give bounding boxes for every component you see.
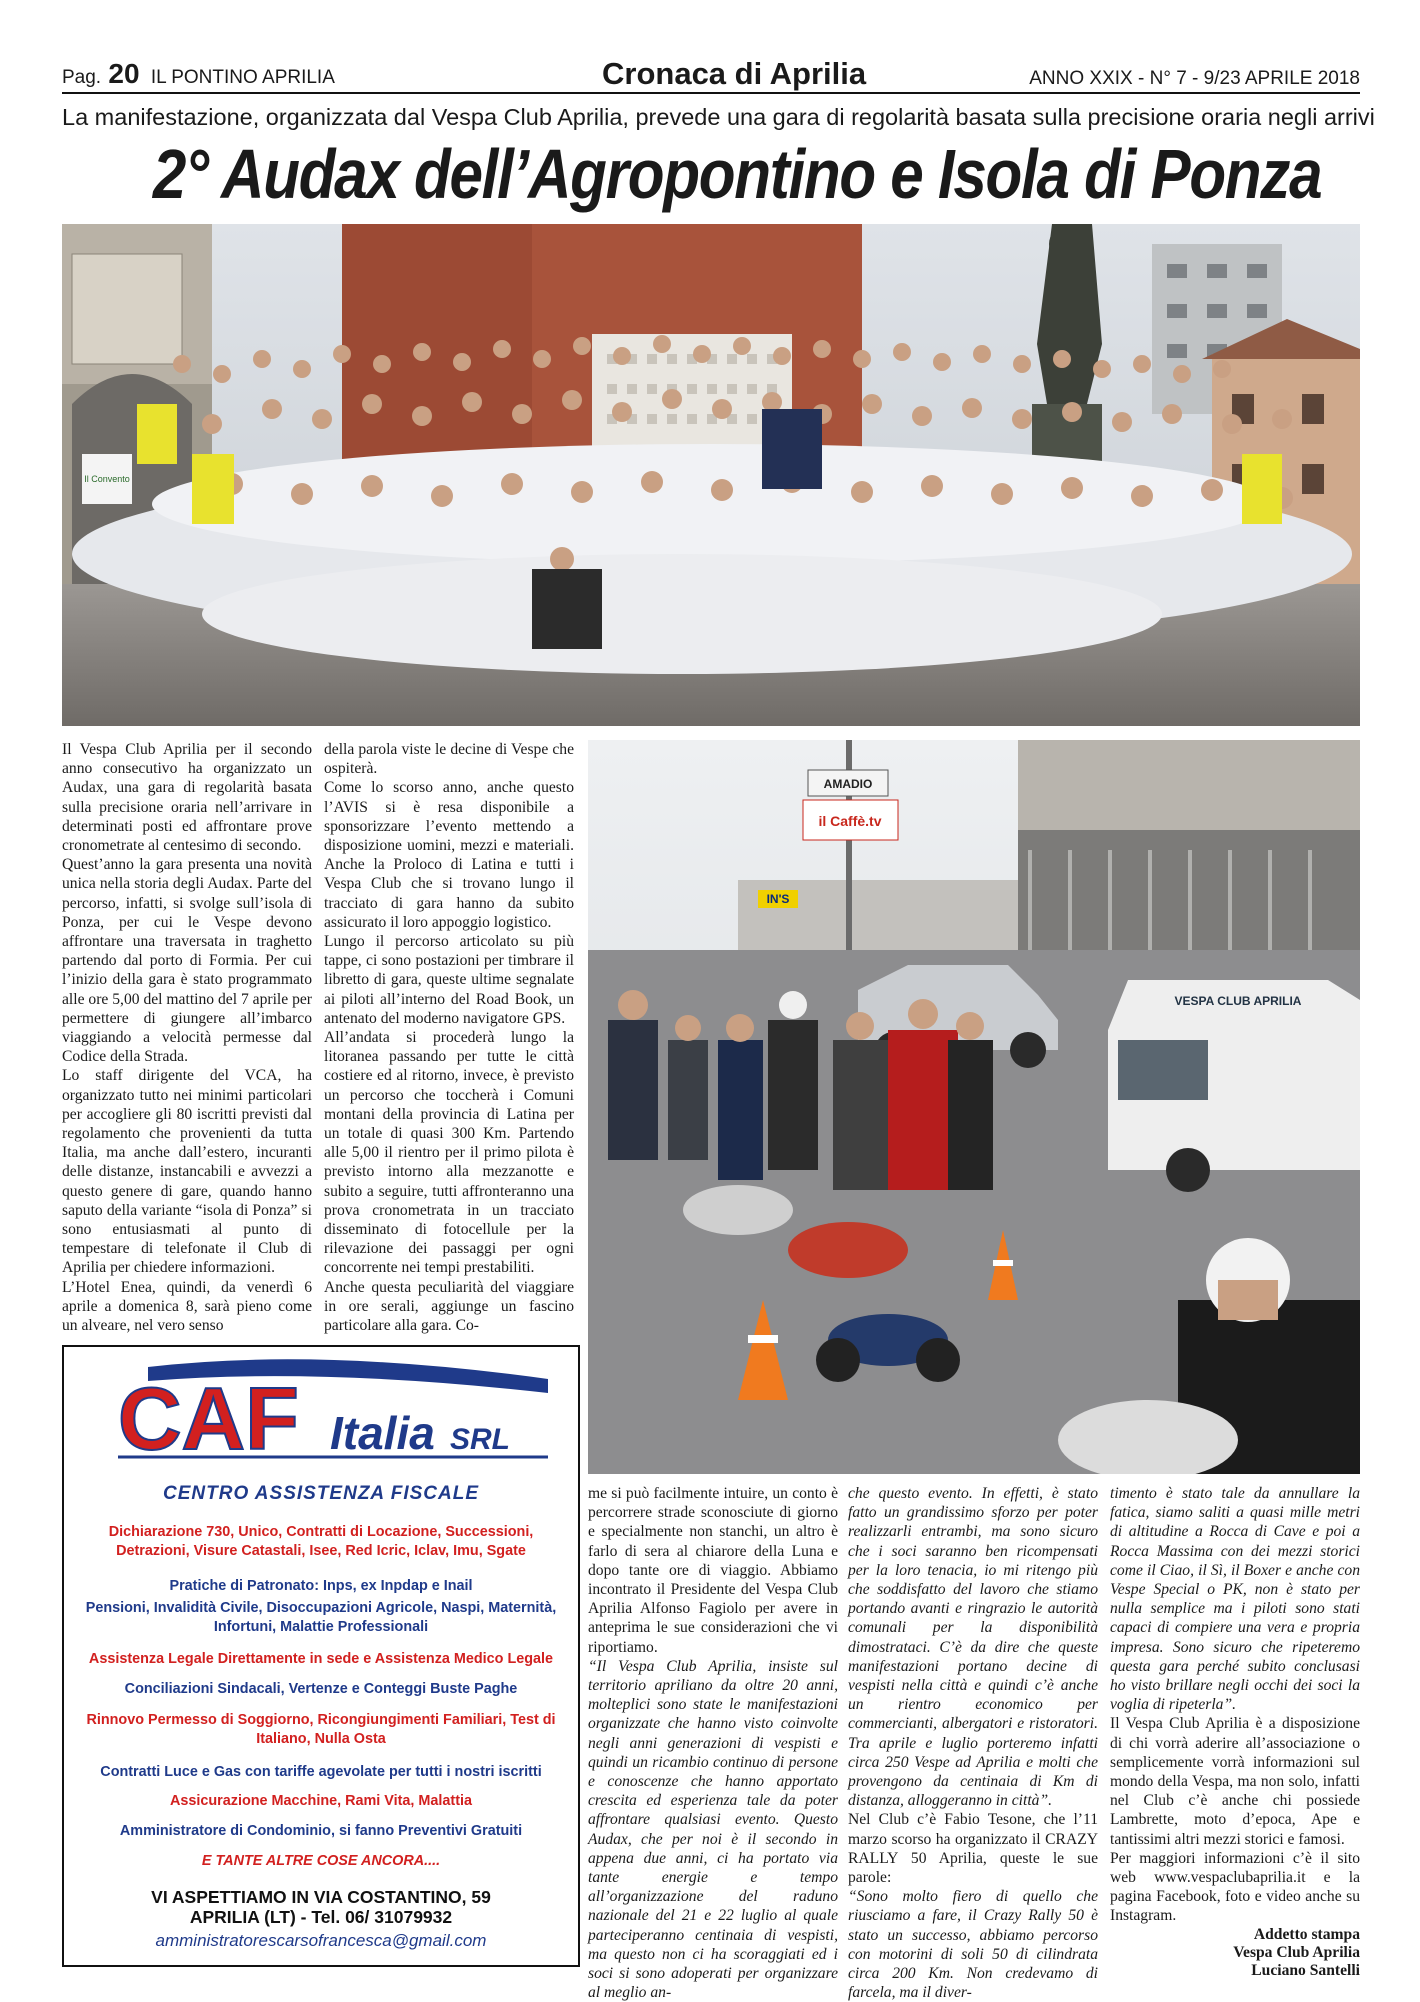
caf-subtitle: CENTRO ASSISTENZA FISCALE xyxy=(163,1483,479,1504)
paragraph: Anche questa peculiarità del viaggiare in ore serali, aggiunge un fascino particolare alla gara. Co- xyxy=(324,1278,574,1335)
ad-line: Assistenza Legale Direttamente in sede e Assistenza Medico Legale xyxy=(88,1651,554,1667)
ins-sign: IN'S xyxy=(766,892,790,906)
paragraph: Il Vespa Club Aprilia è a disposizione di chi vorrà aderire all’associazione o semplicemente vorrà informazioni sul mondo della Vespa, ma non solo, infatti nel Club c’è anche chi possiede Lambrette, moto d’epoca, Ape e tantissimi altri mezzi storici e famosi. xyxy=(1110,1715,1360,1848)
paragraph: Il Vespa Club Aprilia per il secondo anno consecutivo ha organizzato un Audax, una gara di regolarità basata sulla precisione oraria nell’arrivare in determinati posti ed affrontare prove cronometrate al centesimo di secondo. xyxy=(62,741,312,855)
riders-photo-illustration xyxy=(588,740,1360,1474)
publication-name: IL PONTINO APRILIA xyxy=(150,67,335,88)
signature xyxy=(1110,1926,1360,1980)
section-title: Cronaca di Aprilia xyxy=(602,56,867,91)
paragraph: Come lo scorso anno, anche questo l’AVIS si è resa disponibile a sponsorizzare l’evento mettendo a disposizione uomini, mezzi e materiali. Anche la Proloco di Latina e tutti i Vespa Club che si trovano lungo il tracciato di gara hanno da subito assicurato il loro appoggio logistico. xyxy=(324,779,574,931)
article-column-4 xyxy=(848,1484,1098,2002)
page-header xyxy=(62,56,1360,94)
ad-line: E TANTE ALTRE COSE ANCORA.... xyxy=(201,1853,441,1869)
ad-line: Dichiarazione 730, Unico, Contratti di Locazione, Successioni, Detrazioni, Visure Catastali, Isee, Red Icric, Iclav, Imu, Sgate xyxy=(108,1524,534,1559)
amadio-sign: AMADIO xyxy=(823,777,873,791)
caf-logo-graphic xyxy=(78,1357,564,1465)
ad-line: Conciliazioni Sindacali, Vertenze e Conteggi Buste Paghe xyxy=(124,1681,518,1697)
caf-advertisement xyxy=(62,1345,580,1967)
ad-line: Amministratore di Condominio, si fanno Preventivi Gratuiti xyxy=(119,1823,523,1839)
signature-role: Addetto stampa xyxy=(1253,1925,1360,1943)
issue-info: ANNO XXIX - N° 7 - 9/23 APRILE 2018 xyxy=(1029,68,1360,89)
paragraph: Quest’anno la gara presenta una novità unica nella storia degli Audax. Parte del percorso, infatti, si svolge sull’isola di Ponza, per cui le Vespe devono affrontare una traversata in traghetto partendo dal porto di Formia. Per cui l’inizio della gara è stato programmato alle ore 5,00 del mattino del 7 aprile per permettere di giungere all’imbarco viaggiando a velocità permesse dal Codice della Strada. xyxy=(62,856,312,1066)
paragraph: me si può facilmente intuire, un conto è percorrere strade sconosciute di giorno e specialmente non stanchi, un altro è farlo di sera al chiarore della Luna e dopo tante ore di viaggio. Abbiamo incontrato il Presidente del Vespa Club Aprilia Alfonso Fagiolo per avere in anteprima le sue considerazioni che vi riportiamo. xyxy=(588,1485,838,1656)
srl-logo-text: SRL xyxy=(450,1423,510,1456)
riders-photo xyxy=(588,740,1360,1474)
paragraph: “Il Vespa Club Aprilia, insiste sul territorio apriliano da oltre 20 anni, molteplici sono state le manifestazioni organizzate che hanno visto coinvolte negli anni generazioni di vespisti e quindi un ricambio continuo di persone e conoscenze che hanno apportato crescita ed esperienza tale da poter affrontare qualsiasi evento. Questo Audax, che per noi è il secondo in appena due anni, ci ha portato via tante energie e tempo all’organizzazione del raduno nazionale del 21 e 22 luglio al quale parteciperanno centinaia di vespisti, ma questo non ci ha scoraggiati ed i soci si sono adoperati per organizzare al meglio an- xyxy=(588,1657,838,2002)
article-column-2 xyxy=(324,740,574,1340)
article-subtitle: La manifestazione, organizzata dal Vespa Club Aprilia, prevede una gara di regolarità basata sulla precisione oraria negli arrivi xyxy=(62,104,1375,130)
paragraph: “Sono molto fiero di quello che riusciamo a fare, il Crazy Rally 50 è stato un successo, abbiamo percorso con motorini di soli 50 di cilindrata circa 200 Km. Non credevamo di farcela, ma il diver- xyxy=(848,1888,1098,2002)
paragraph: Lo staff dirigente del VCA, ha organizzato tutto nei minimi particolari per accogliere gli 80 iscritti previsti dal regolamento che provenienti da tutta Italia, ma anche dall’estero, incuranti delle distanze, instancabili e avvezzi a questo genere di gare, quando hanno saputo della variante “isola di Ponza” si sono entusiasmati al punto di tempestare di telefonate il Club di Aprilia per chiedere informazioni. xyxy=(62,1067,312,1277)
paragraph: Per maggiori informazioni c’è il sito web www.vespaclubaprilia.it e la pagina Facebook, foto e video anche su Instagram. xyxy=(1110,1849,1360,1925)
italia-logo-text: Italia xyxy=(330,1407,435,1459)
paragraph: Lungo il percorso articolato su più tappe, ci sono postazioni per timbrare il libretto di gara, queste ultime segnalate ai piloti all’interno del Road Book, un antenato del moderno navigatore GPS. xyxy=(324,933,574,1027)
article-column-5 xyxy=(1110,1484,1360,1979)
ad-line: Pratiche di Patronato: Inps, ex Inpdap e Inail xyxy=(169,1578,473,1594)
ad-line: Rinnovo Permesso di Soggiorno, Ricongiungimenti Familiari, Test di Italiano, Nulla Osta xyxy=(86,1712,556,1747)
paragraph: Nel Club c’è Fabio Tesone, che l’11 marzo scorso ha organizzato il CRAZY RALLY 50 Aprilia, queste le sue parole: xyxy=(848,1811,1098,1887)
paragraph: che questo evento. In effetti, è stato fatto un grandissimo sforzo per poter realizzarli entrambi, ma sono sicuro che i soci saranno ben ricompensati per la loro tenacia, io mi ritengo più che soddisfatto del lavoro che stiamo portando avanti e ringrazio le autorità comunali per la disponibilità dimostrataci. C’è da dire che queste manifestazioni portano decine di vespisti nella città e quindi c’è anche un rientro economico per commercianti, albergatori e ristoratori. Tra aprile e luglio porteremo infatti circa 250 Vespe ad Aprilia e molti che provengono da centinaia di Km di distanza, alloggeranno in città”. xyxy=(848,1485,1098,1810)
caffe-sign: il Caffè.tv xyxy=(818,813,882,829)
ad-address-line-2: APRILIA (LT) - Tel. 06/ 31079932 xyxy=(189,1907,453,1927)
article-headline: 2° Audax dell’Agropontino e Isola di Ponza xyxy=(152,135,1322,213)
page-number: 20 xyxy=(108,58,140,89)
group-photo xyxy=(62,224,1360,726)
paragraph: All’andata si procederà lungo la litoranea passando per tutte le città costiere ed al ritorno, invece, è previsto un percorso che toccherà i Comuni montani della provincia di Latina per un totale di quasi 300 Km. Partendo alle 5,00 il rientro per il primo pilota è previsto intorno alla mezzanotte e subito a seguire, tutti affronteranno una prova cronometrata in un tracciato disseminato di fotocellule per la rilevazione dei passaggi per ogni concorrente nei tempi prestabiliti. xyxy=(324,1029,574,1277)
ad-address xyxy=(74,1887,568,1927)
signature-org: Vespa Club Aprilia xyxy=(1233,1943,1360,1961)
ad-address-line-1: VI ASPETTIAMO IN VIA COSTANTINO, 59 xyxy=(151,1887,491,1907)
paragraph: L’Hotel Enea, quindi, da venerdì 6 aprile a domenica 8, sarà pieno come un alveare, nel vero senso xyxy=(62,1278,312,1335)
ad-line: Contratti Luce e Gas con tariffe agevolate per tutti i nostri iscritti xyxy=(100,1764,542,1780)
group-photo-illustration xyxy=(62,224,1360,726)
caf-logo xyxy=(78,1357,564,1465)
ad-line: Assicurazione Macchine, Rami Vita, Malattia xyxy=(169,1793,473,1809)
paragraph: della parola viste le decine di Vespe che ospiterà. xyxy=(324,741,574,778)
page-info xyxy=(62,58,335,90)
ad-line: Pensioni, Invalidità Civile, Disoccupazioni Agricole, Naspi, Maternità, Infortuni, Malattie Professionali xyxy=(85,1600,557,1635)
ad-email: amministratorescarsofrancesca@gmail.com xyxy=(155,1931,487,1950)
paragraph: timento è stato tale da annullare la fatica, siamo saliti a quasi mille metri di altitudine a Rocca di Cave e poi a Rocca Massima con dei mezzi storici come il Ciao, il Sì, il Boxer e anche con Vespe Special o PK, non è stato per nulla semplice ma i piloti sono stati capaci di compiere una vera e propria impresa. Sono sicuro che ripeteremo questa gara perché subito conclusasi ho visto brillare negli occhi dei soci la voglia di ripeterla”. xyxy=(1110,1485,1360,1714)
signature-author: Luciano Santelli xyxy=(1251,1961,1360,1979)
page-prefix: Pag. xyxy=(62,67,102,88)
caf-logo-text: CAF xyxy=(118,1369,299,1465)
article-column-1 xyxy=(62,740,312,1335)
van-sign: VESPA CLUB APRILIA xyxy=(1174,994,1302,1008)
article-column-3 xyxy=(588,1484,838,2002)
convento-sign: Il Convento xyxy=(84,474,130,484)
